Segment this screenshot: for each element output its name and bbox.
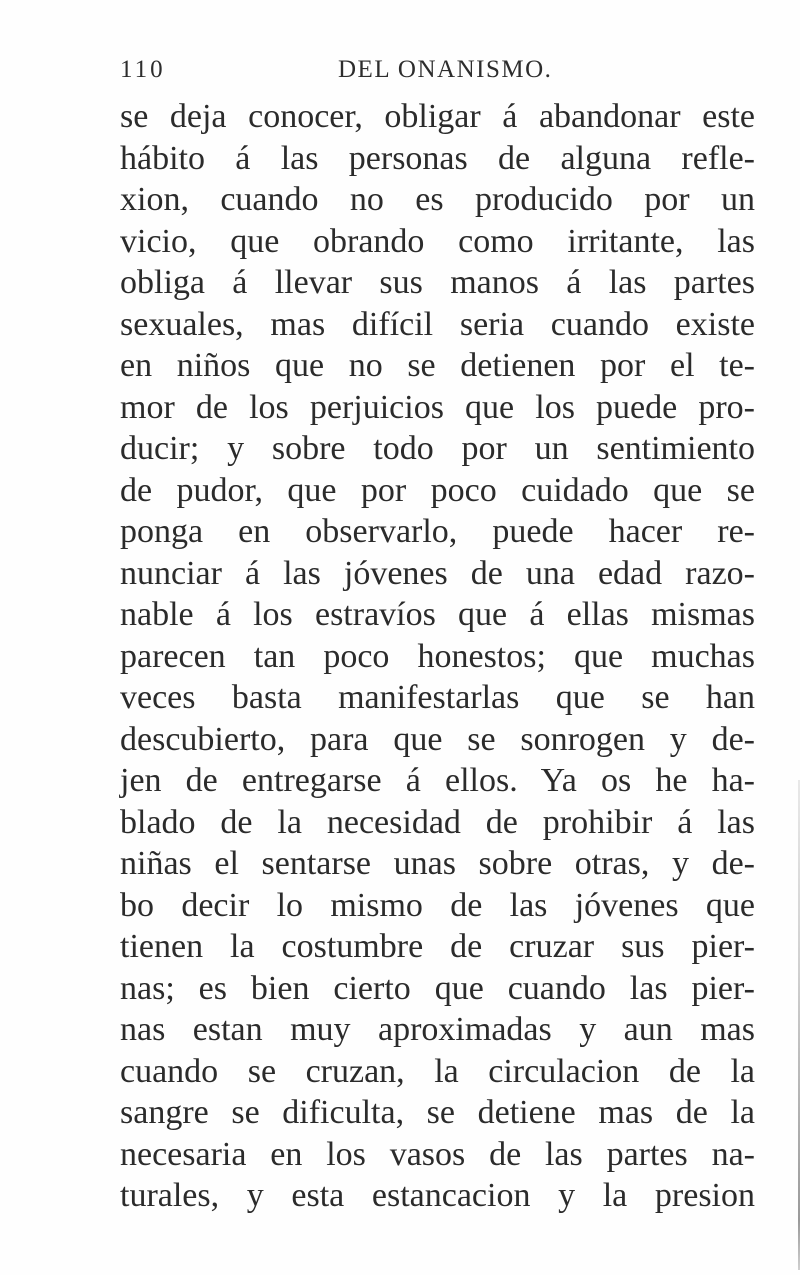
text-line: veces basta manifestarlas que se han xyxy=(120,679,755,716)
text-line: de pudor, que por poco cuidado que se xyxy=(120,471,755,509)
text-line: en niños que no se detienen por el te- xyxy=(120,347,755,384)
text-line: cuando se cruzan, la circulacion de la xyxy=(120,1052,755,1090)
text-line: nunciar á las jóvenes de una edad razo- xyxy=(120,554,755,592)
text-line: ducir; y sobre todo por un sentimiento xyxy=(120,430,755,467)
text-line: obliga á llevar sus manos á las partes xyxy=(120,264,755,301)
text-line: tienen la costumbre de cruzar sus pier- xyxy=(120,928,755,965)
text-line: nas; es bien cierto que cuando las pier- xyxy=(120,969,755,1007)
text-line: bo decir lo mismo de las jóvenes que xyxy=(120,886,755,924)
text-line: jen de entregarse á ellos. Ya os he ha- xyxy=(120,762,755,799)
text-line: hábito á las personas de alguna refle- xyxy=(120,139,755,177)
text-line: xion, cuando no es producido por un xyxy=(120,181,755,218)
text-line: sangre se dificulta, se detiene mas de la xyxy=(120,1094,755,1131)
text-line: niñas el sentarse unas sobre otras, y de- xyxy=(120,845,755,882)
text-line: turales, y esta estancacion y la presion xyxy=(120,1177,755,1214)
text-line: blado de la necesidad de prohibir á las xyxy=(120,803,755,841)
page-number: 110 xyxy=(120,56,166,83)
text-line: necesaria en los vasos de las partes na- xyxy=(120,1135,755,1173)
body-text xyxy=(120,96,760,1217)
text-line: nas estan muy aproximadas y aun mas xyxy=(120,1011,755,1048)
text-line: sexuales, mas difícil seria cuando existe xyxy=(120,305,755,343)
text-line: mor de los perjuicios que los puede pro- xyxy=(120,388,755,426)
text-line: parecen tan poco honestos; que muchas xyxy=(120,637,755,675)
text-line: vicio, que obrando como irritante, las xyxy=(120,222,755,260)
text-line: descubierto, para que se sonrogen y de- xyxy=(120,720,755,758)
text-line: nable á los estravíos que á ellas mismas xyxy=(120,596,755,633)
text-line: ponga en observarlo, puede hacer re- xyxy=(120,513,755,550)
page-header xyxy=(120,56,680,90)
text-line: se deja conocer, obligar á abandonar este xyxy=(120,98,755,135)
running-title: DEL ONANISMO. xyxy=(338,56,553,83)
